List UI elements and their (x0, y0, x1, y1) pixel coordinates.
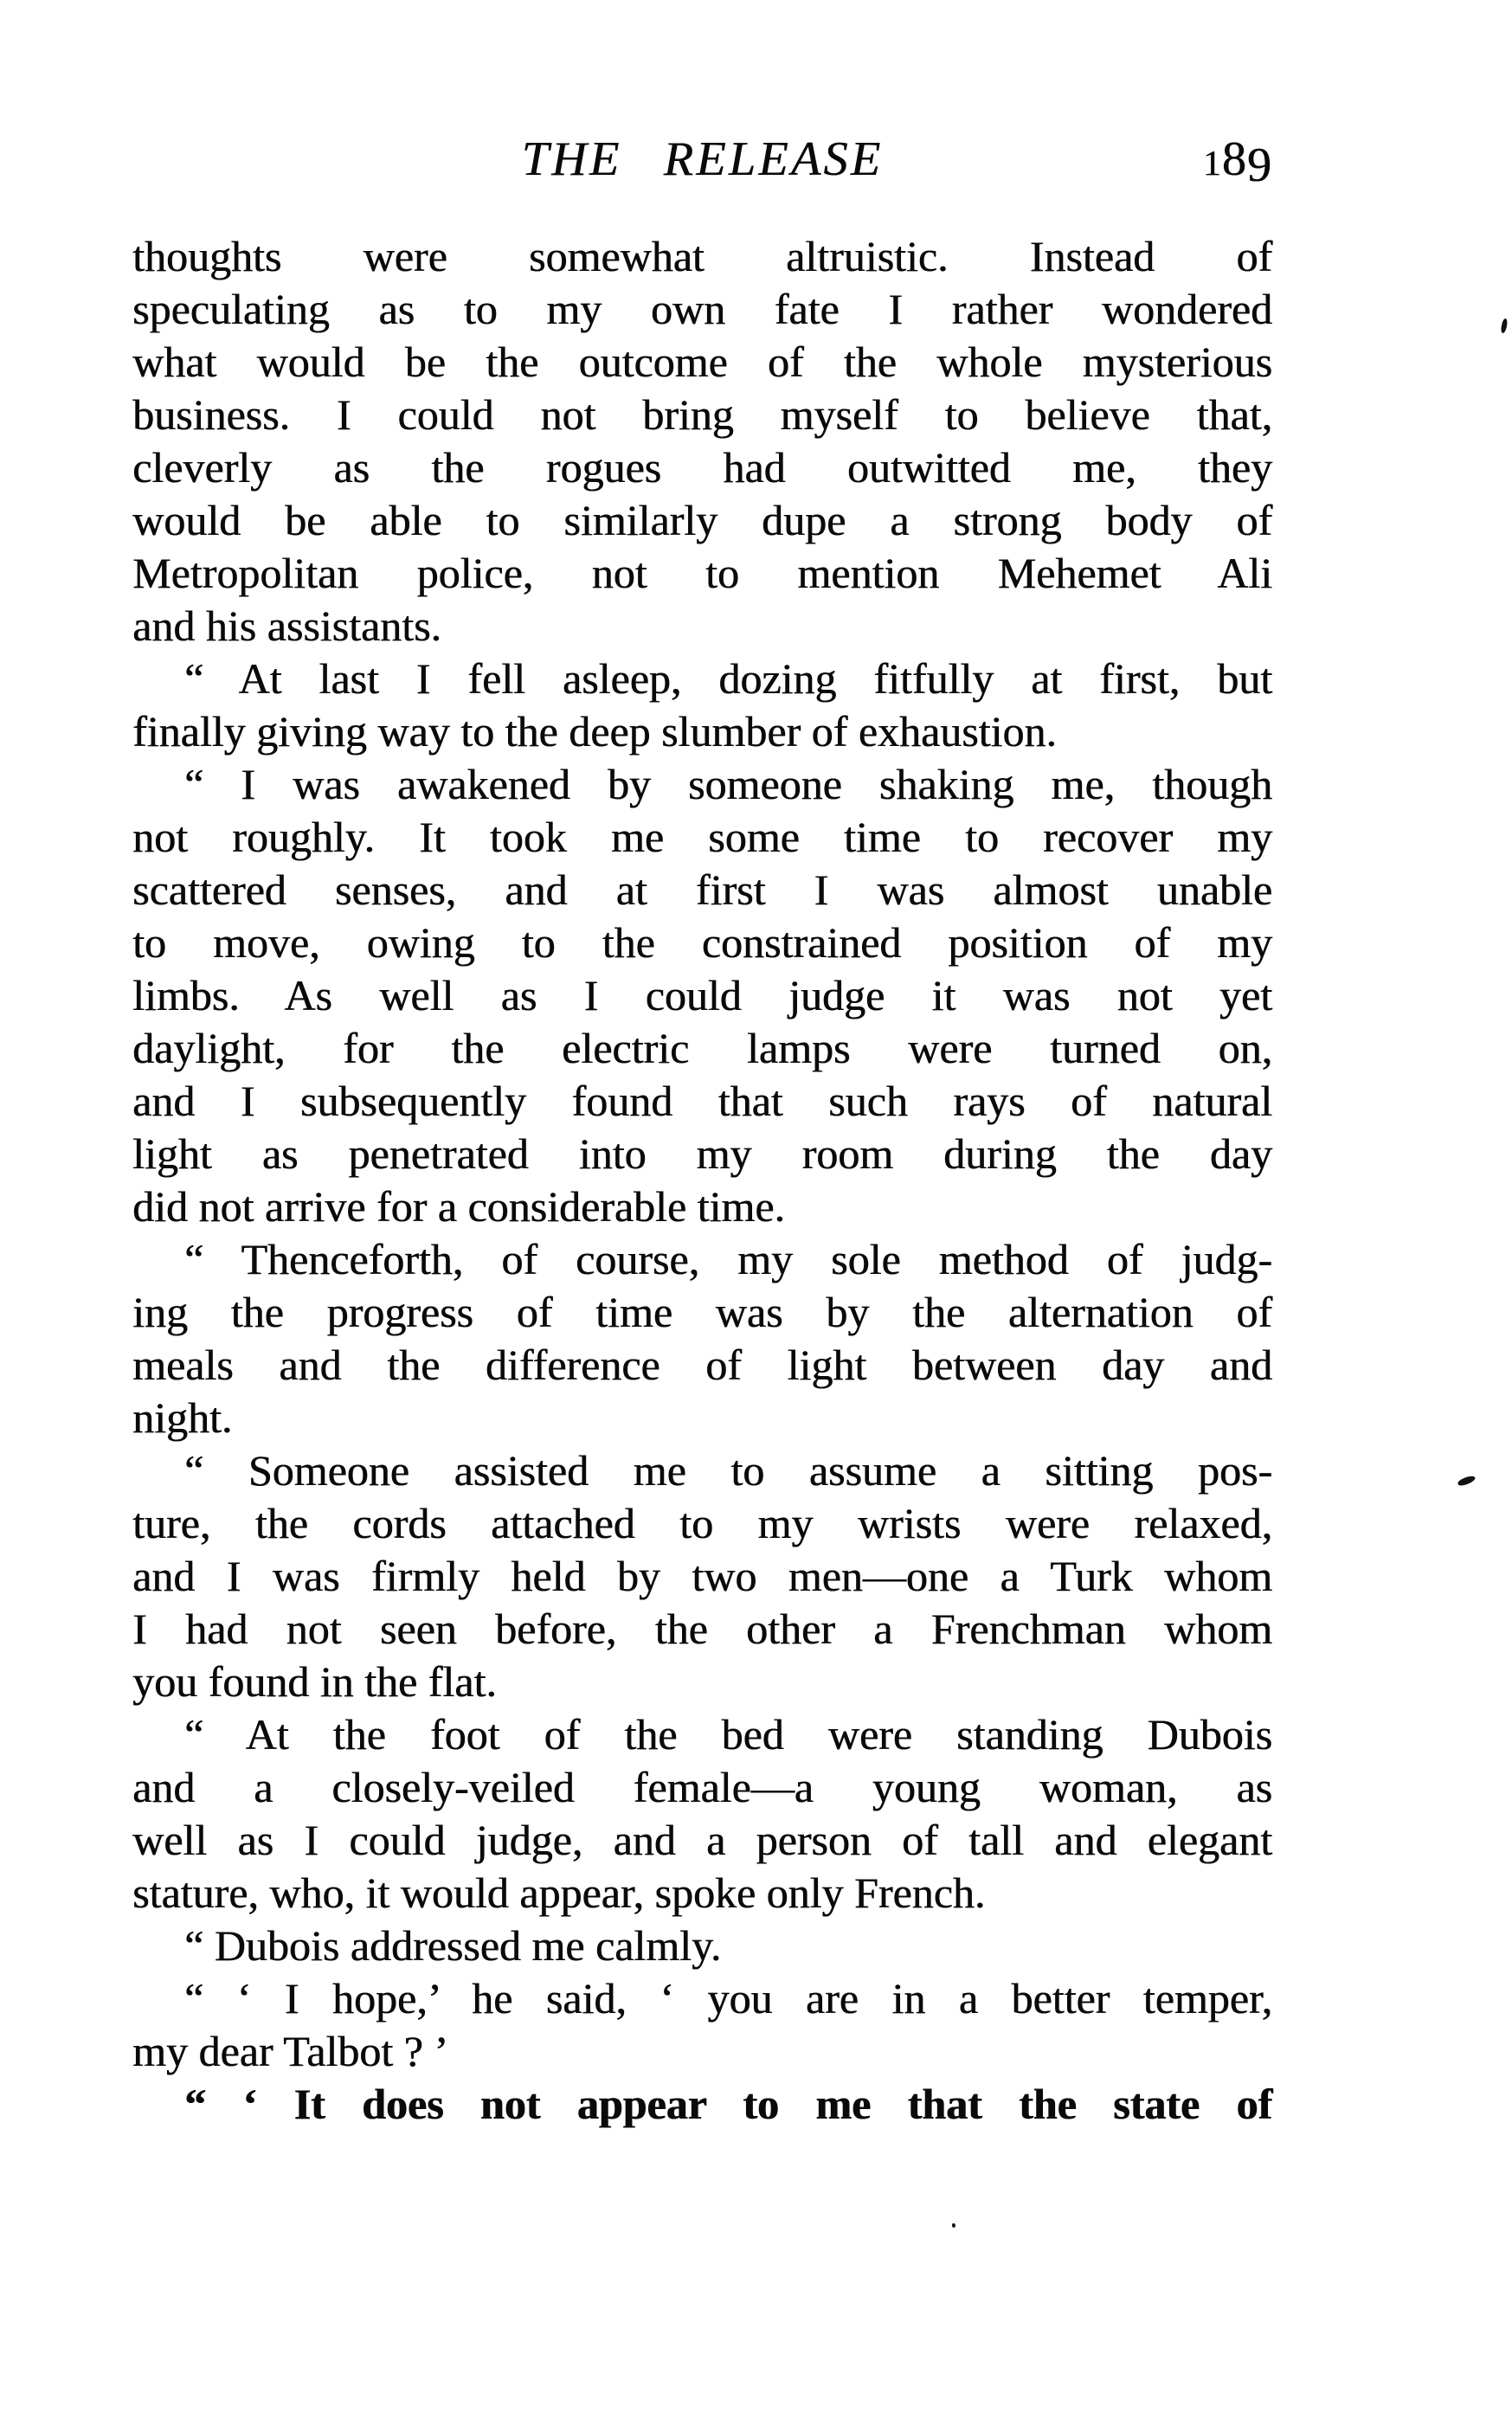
text-line: meals and the difference of light between day and (132, 1341, 1272, 1389)
text-line: to move, owing to the constrained position of my (132, 918, 1272, 967)
text-line: “ ‘ It does not appear to me that the state of (184, 2080, 1272, 2128)
text-line: would be able to similarly dupe a strong body of (132, 496, 1272, 544)
text-line: well as I could judge, and a person of tall and elegant (132, 1816, 1272, 1864)
text-line: “ At the foot of the bed were standing Dubois (184, 1710, 1272, 1759)
paragraph (132, 758, 1272, 1233)
text-line: and I subsequently found that such rays of natural (132, 1077, 1272, 1125)
text-line: my dear Talbot ? ’ (132, 2027, 448, 2075)
text-line: not roughly. It took me some time to recover my (132, 813, 1272, 861)
paragraph (132, 2078, 1272, 2131)
ink-speck-bottom (952, 2223, 955, 2228)
text-line: speculating as to my own fate I rather wondered (132, 285, 1272, 333)
paragraph (132, 1444, 1272, 1708)
text-line: ture, the cords attached to my wrists were relaxed, (132, 1499, 1272, 1547)
text-line: did not arrive for a considerable time. (132, 1182, 785, 1231)
text-line: and his assistants. (132, 601, 441, 650)
paragraph (132, 1233, 1272, 1444)
text-line: Metropolitan police, not to mention Mehemet Ali (132, 549, 1272, 597)
text-line: and a closely-veiled female—a young woman, as (132, 1763, 1272, 1811)
paragraph (132, 230, 1272, 653)
paragraph (132, 1708, 1272, 1920)
text-line: “ ‘ I hope,’ he said, ‘ you are in a better temper, (184, 1974, 1272, 2023)
text-line: cleverly as the rogues had outwitted me, they (132, 443, 1272, 492)
page-number-digit: 1 (1202, 143, 1222, 183)
paragraph (132, 1972, 1272, 2078)
text-line: “ Someone assisted me to assume a sitting pos- (184, 1446, 1272, 1495)
paragraph (132, 653, 1272, 758)
text-line: “ Dubois addressed me calmly. (184, 1921, 722, 1970)
page-number-digit: 8 (1221, 132, 1247, 186)
text-line: finally giving way to the deep slumber of exhaustion. (132, 707, 1057, 756)
text-line: scattered senses, and at first I was almost unable (132, 865, 1272, 914)
chapter-title: THE RELEASE (521, 132, 884, 186)
text-line: what would be the outcome of the whole mysterious (132, 338, 1272, 386)
text-line: daylight, for the electric lamps were turned on, (132, 1024, 1272, 1072)
text-line: limbs. As well as I could judge it was not yet (132, 971, 1272, 1019)
text-line: “ I was awakened by someone shaking me, though (184, 760, 1272, 808)
text-line: and I was firmly held by two men—one a Turk whom (132, 1552, 1272, 1600)
paragraph (132, 1920, 1272, 1972)
page-number-digit: 9 (1246, 138, 1272, 193)
running-header (132, 128, 1272, 193)
text-line: night. (132, 1393, 233, 1442)
text-line: you found in the flat. (132, 1657, 497, 1706)
text-line: “ At last I fell asleep, dozing fitfully at first, but (184, 654, 1272, 703)
text-line: ing the progress of time was by the alternation of (132, 1288, 1272, 1336)
page-text (132, 230, 1272, 2131)
ink-speck-right-margin-middle (1457, 1474, 1476, 1487)
text-line: light as penetrated into my room during the day (132, 1129, 1272, 1178)
text-line: thoughts were somewhat altruistic. Instead of (132, 232, 1272, 280)
text-line: business. I could not bring myself to believe that, (132, 390, 1272, 439)
page-number (1203, 128, 1272, 194)
ink-speck-right-margin-top (1500, 318, 1508, 334)
text-line: “ Thenceforth, of course, my sole method of judg- (184, 1235, 1272, 1283)
text-line: I had not seen before, the other a Frenchman whom (132, 1605, 1272, 1653)
text-line: stature, who, it would appear, spoke only French. (132, 1868, 986, 1917)
